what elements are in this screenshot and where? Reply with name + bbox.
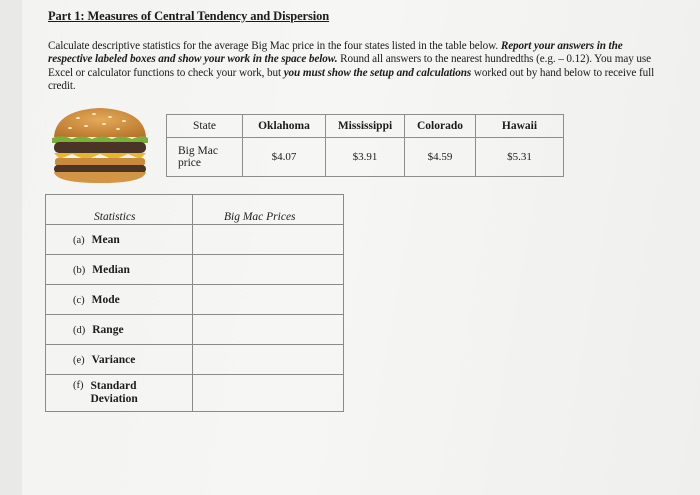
stat-marker: (c) [73,294,85,306]
state-colorado: Colorado [405,115,476,138]
big-mac-prices-header [193,195,344,225]
state-corner-label: State [167,115,243,138]
big-mac-prices-header-text: Big Mac Prices [224,211,296,223]
stat-label-variance [46,345,193,375]
burger-icon [48,104,152,184]
instructions-part3: Round all answers to the nearest hundredths (e.g. – 0.12). You may use Excel or calculator functions to check your work, but [48,53,651,79]
stat-name: Standard Deviation [90,380,138,405]
table-row [46,315,344,345]
stat-marker: (b) [73,264,86,276]
statistics-header-row [46,195,344,225]
price-colorado: $4.59 [405,138,476,177]
instructions-emphasis-show: you must show the setup and calculations [283,66,472,79]
statistics-header [46,195,193,225]
answer-box-mode[interactable] [193,285,344,315]
answer-box-mean[interactable] [193,225,344,255]
price-row [167,138,564,177]
big-mac-price-table [166,114,564,177]
instructions-part1: Calculate descriptive statistics for the average Big Mac price in the four states listed in the table below. [48,40,501,52]
table-row [46,285,344,315]
price-oklahoma: $4.07 [243,138,326,177]
stat-name: Median [92,263,130,276]
state-mississippi: Mississippi [326,115,405,138]
answer-box-standard-deviation[interactable] [193,375,344,412]
state-hawaii: Hawaii [476,115,564,138]
stat-label-median [46,255,193,285]
table-row [46,345,344,375]
table-row [46,375,344,412]
instructions-emphasis-report: Report your answers in the respective labeled boxes and show your work in the space below. [48,40,623,66]
price-row-label: Big Mac price [167,138,243,177]
price-hawaii: $5.31 [476,138,564,177]
stat-name: Mean [91,233,120,246]
instructions-paragraph [48,40,658,94]
statistics-header-text: Statistics [94,211,136,223]
stat-name: Mode [91,293,120,306]
price-mississippi: $3.91 [326,138,405,177]
answer-box-variance[interactable] [193,345,344,375]
page-title: Part 1: Measures of Central Tendency and Dispersion [48,9,330,23]
stat-label-standard-deviation [46,375,193,412]
instructions-part5: worked out by hand below to receive full credit. [48,66,655,93]
table-row [46,225,344,255]
statistics-table [45,194,344,412]
table-row [46,255,344,285]
answer-box-range[interactable] [193,315,344,345]
stat-marker: (a) [73,234,85,246]
answer-box-median[interactable] [193,255,344,285]
stat-marker: (e) [73,354,85,366]
stat-label-mode [46,285,193,315]
stat-name: Range [92,323,124,336]
stat-marker: (f) [73,380,84,391]
stat-label-range [46,315,193,345]
stat-label-mean [46,225,193,255]
state-oklahoma: Oklahoma [243,115,326,138]
state-header-row [167,115,564,138]
stat-marker: (d) [73,324,86,336]
stat-name: Variance [91,353,136,366]
